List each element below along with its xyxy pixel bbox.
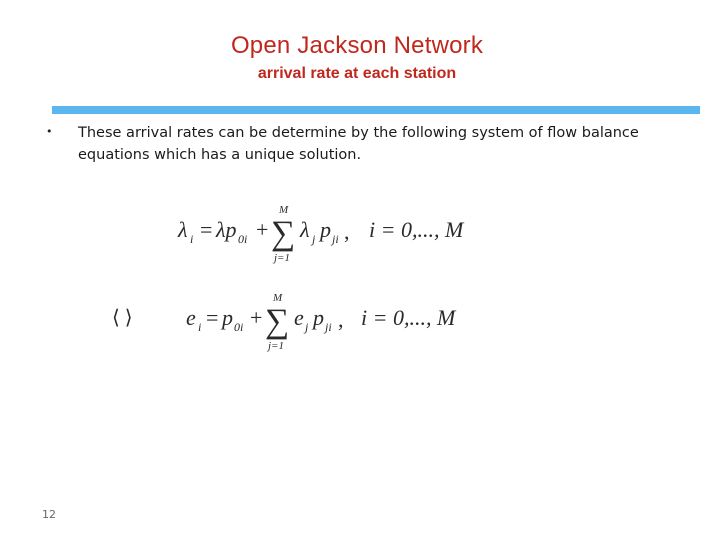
eq1-condition: i = 0,..., M	[369, 217, 464, 242]
eq2-term2: e	[294, 305, 304, 330]
eq2-sum-symbol: ∑	[265, 303, 290, 340]
eq1-sum-lower: j=1	[274, 252, 290, 264]
eq2-sum-upper: M	[273, 292, 283, 304]
page-number: 12	[42, 508, 56, 521]
eq1-lhs: λ	[178, 217, 188, 242]
eq1-plus: +	[256, 217, 269, 242]
title-accent-bar	[52, 106, 700, 114]
slide-title: Open Jackson Network	[230, 32, 484, 59]
eq2-term1-subscript: 0i	[234, 320, 244, 334]
eq2-term2-subscript: j	[305, 320, 309, 334]
eq1-equals: =	[200, 217, 213, 242]
eq1-sum-upper: M	[279, 204, 289, 216]
eq2-comma: ,	[338, 307, 344, 332]
eq1-lhs-subscript: i	[190, 232, 194, 246]
flow-balance-equation-e	[112, 286, 472, 356]
eq2-lhs: e	[186, 305, 196, 330]
eq1-term1-subscript: 0i	[238, 232, 248, 246]
eq2-equals: =	[206, 305, 219, 330]
eq1-term3: p	[320, 217, 331, 242]
equivalence-arrow-icon: ⟨ ⟩	[112, 307, 133, 329]
eq1-term2: λ	[300, 217, 310, 242]
eq1-term1: λp	[216, 217, 237, 242]
eq2-plus: +	[250, 305, 263, 330]
eq2-term3: p	[313, 305, 324, 330]
eq2-term3-subscript: ji	[325, 320, 332, 334]
bullet-point-icon: •	[46, 125, 53, 138]
eq1-comma: ,	[344, 219, 350, 244]
eq2-sum-lower: j=1	[268, 340, 284, 352]
bullet-text: These arrival rates can be determine by the following system of flow balance equations which has a unique solution.	[78, 125, 639, 163]
eq2-lhs-subscript: i	[198, 320, 202, 334]
eq1-term3-subscript: ji	[332, 232, 339, 246]
eq1-term2-subscript: j	[312, 232, 316, 246]
eq2-condition: i = 0,..., M	[361, 305, 456, 330]
flow-balance-equation-lambda	[176, 198, 476, 268]
eq2-term1: p	[222, 305, 233, 330]
eq1-sum-symbol: ∑	[271, 215, 296, 252]
slide-subtitle: arrival rate at each station	[257, 65, 457, 82]
